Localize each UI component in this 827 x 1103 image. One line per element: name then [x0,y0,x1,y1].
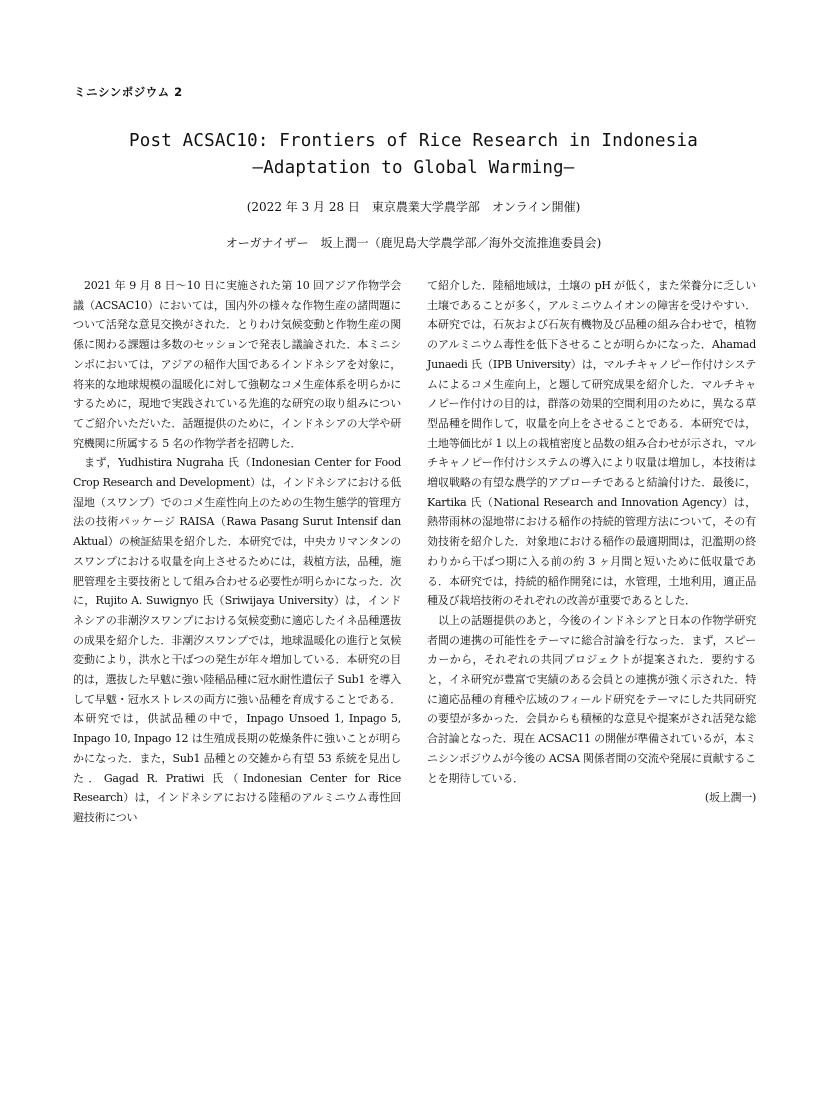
author-signature: (坂上潤一) [704,791,756,805]
paragraph-speakers-continued: て紹介した．陸稲地域は，土壌の pH が低く，また栄養分に乏しい土壌であることが多く，アルミニウムイオンの障害を受けやすい．本研究では，石灰および石灰有機物及び品種の組み合わせで，植物のアルミニウム毒性を低下させることが明らかになった．Ahamad Junaedi 氏（IPB University）は，マルチキャノピー作付けシステムによるコメ生産向上，と題して研究成果を紹介した．マルチキャノピー作付けの目的は，群落の効果的空間利用のために，異なる草型品種を間作して，収量を向上をさせることである．本研究では，土地等価比が 1 以上の栽植密度と品数の組み合わせが示され，マルチキャノピー作付けシステムの導入により収量は増加し，本技術は増収戦略の有望な農学的アプローチであると結論付けた．最後に，Kartika 氏（National Research and Innovation Agency）は，熱帯雨林の湿地帯における稲作の持続的管理方法について，その有効技術を紹介した．対象地における稲作の最適期間は，氾濫期の終わりから干ばつ期に入る前の約 3 ヶ月間と短いために低収量である．本研究では，持続的稲作開発には，水管理，土地利用，適正品種及び栽培技術のそれぞれの改善が重要であるとした． [427,279,756,608]
right-column [427,276,756,808]
section-label: ミニシンポジウム 2 [74,85,183,99]
paragraph-discussion: 以上の話題提供のあと，今後のインドネシアと日本の作物学研究者間の連携の可能性をテーマに総合討論を行なった．まず，スピーカーから，それぞれの共同プロジェクトが提案された．要約すると，イネ研究が豊富で実績のある会員との連携が強く示された．特に適応品種の育種や広域のフィールド研究をテーマにした共同研究の要望が多かった．会員からも積極的な意見や提案がされ活発な総合討論となった．現在 ACSAC11 の開催が準備されているが，本ミニシンポジウムが今後の ACSA 関係者間の交流や発展に貢献することを期待している． [427,613,756,785]
paragraph-speakers: まず，Yudhistira Nugraha 氏（Indonesian Center for Food Crop Research and Development）は，インドネシアにおける低湿地（スワンプ）でのコメ生産性向上のための生物生態学的管理方法の技術パッケージ RAISA（Rawa Pasang Surut Intensif dan Aktual）の検証結果を紹介した．本研究では，中央カリマンタンのスワンプにおける収量を向上させるためには，栽植方法，品種，施肥管理を主要技術として組み合わせる必要性が明らかになった．次に，Rujito A. Suwignyo 氏（Sriwijaya University）は，インドネシアの非潮汐スワンプにおける気候変動に適応したイネ品種選抜の成果を紹介した．非潮汐スワンプでは，地球温暖化の進行と気候変動により，洪水と干ばつの発生が年々増加している．本研究の目的は，選抜した早魃に強い陸稲品種に冠水耐性遺伝子 Sub1 を導入して早魃・冠水ストレスの両方に強い品種を育成することである．本研究では，供試品種の中で，Inpago Unsoed 1, Inpago 5, Inpago 10, Inpago 12 は生殖成長期の乾燥条件に強いことが明らかになった．また，Sub1 品種との交雑から有望 53 系統を見出した．Gagad R. Pratiwi 氏（Indonesian Center for Rice Research）は，インドネシアにおける陸稲のアルミニウム毒性回避技術につい [73,456,401,824]
organizer: オーガナイザー 坂上潤一（鹿児島大学農学部／海外交流推進委員会) [225,236,602,250]
title-line-2: —Adaptation to Global Warming— [252,158,575,178]
paragraph-intro: 2021 年 9 月 8 日〜10 日に実施された第 10 回アジア作物学会議（ACSAC10）においては，国内外の様々な作物生産の諸問題について活発な意見交換がされた．とりわけ気候変動と作物生産の関係に関わる課題は多数のセッションで発表し議論された．本ミニシンポにおいては，アジアの稲作大国であるインドネシアを対象に，将来的な地球規模の温暖化に対して強靭なコメ生産体系を明らかにするために，現地で実践されている先進的な研究の取り組みについてご紹介いただいた．話題提供のために，インドネシアの大学や研究機関に所属する 5 名の作物学者を招聘した． [73,279,401,450]
left-column [73,276,401,828]
title-line-1: Post ACSAC10: Frontiers of Rice Research in Indonesia [128,131,698,151]
date-venue: (2022 年 3 月 28 日 東京農業大学農学部 オンライン開催) [246,200,581,214]
